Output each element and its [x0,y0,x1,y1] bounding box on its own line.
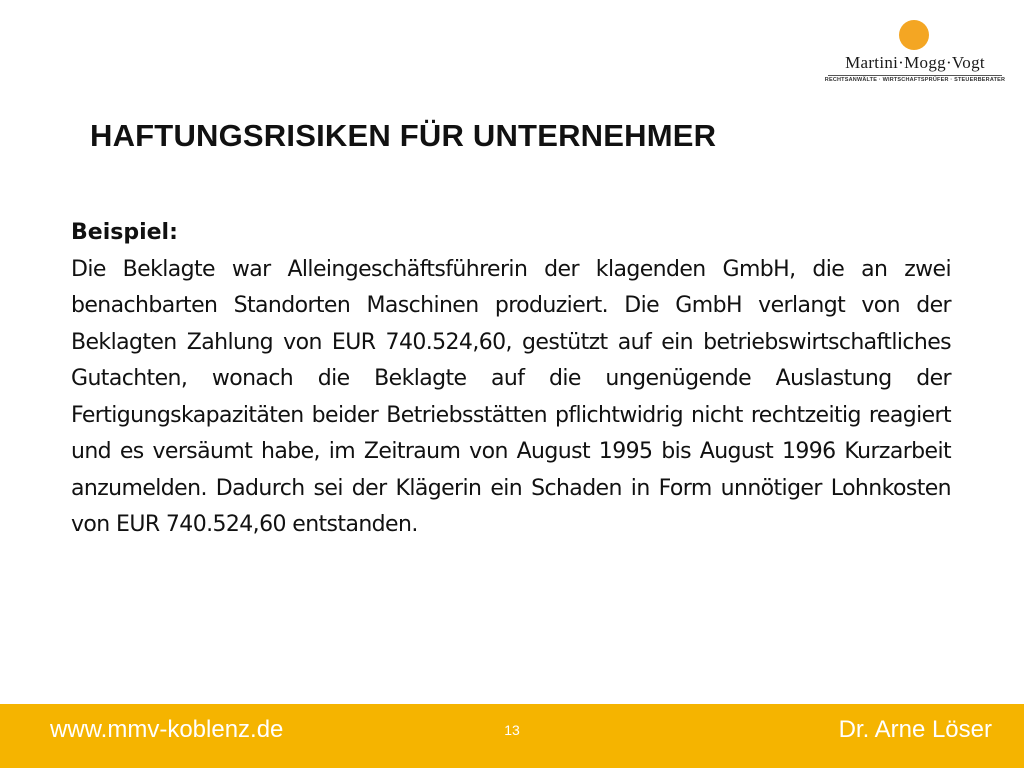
slide-title: HAFTUNGSRISIKEN FÜR UNTERNEHMER [90,118,717,153]
page-number: 13 [504,722,520,738]
example-body-text: Die Beklagte war Alleingeschäftsführerin der klagenden GmbH, die an zwei benachbarten Standorten Maschinen produziert. Die GmbH verlangt von der Beklagten Zahlung von EUR 740.524,60, gestützt auf ein betriebswirtschaftliches Gutachten, wonach die Beklagte auf die ungenügende Auslastung der Fertigungskapazitäten beider Betriebsstätten pflichtwidrig nicht rechtzeitig reagiert und es versäumt habe, im Zeitraum von August 1995 bis August 1996 Kurzarbeit anzumelden. Dadurch sei der Klägerin ein Schaden in Form unnötiger Lohnkosten von EUR 740.524,60 entstanden. [71,256,951,537]
logo-tagline: RECHTSANWÄLTE · WIRTSCHAFTSPRÜFER · STEUERBERATER [824,77,1006,83]
logo-dot-icon [899,20,929,50]
footer-website-link[interactable]: www.mmv-koblenz.de [50,716,284,743]
footer-bar [0,704,1024,768]
footer-author: Dr. Arne Löser [838,716,992,743]
slide-content [71,215,951,544]
company-logo [820,18,1010,90]
logo-name: Martini·Mogg·Vogt [845,53,985,72]
example-heading: Beispiel: [71,220,178,245]
logo-divider [828,75,1002,76]
